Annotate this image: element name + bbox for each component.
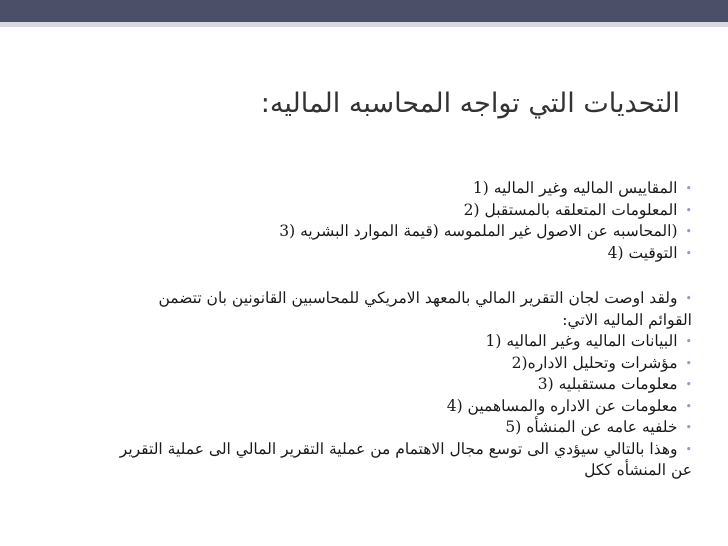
paragraph-text: ولقد اوصت لجان التقرير المالي بالمعهد الامريكي للمحاسبين القانونين بان تتضمن bbox=[158, 289, 678, 307]
bullet-icon: • bbox=[685, 399, 692, 413]
sub-list-item-text: مؤشرات وتحليل الاداره(2 bbox=[511, 353, 678, 372]
sub-list-item bbox=[48, 374, 692, 396]
bullet-icon: • bbox=[685, 356, 692, 370]
slide-top-stripe bbox=[0, 22, 728, 27]
list-item-text: (المحاسبه عن الاصول غير الملموسه (قيمة الموارد البشريه (3 bbox=[279, 222, 678, 240]
bullet-icon: • bbox=[685, 225, 692, 238]
paragraph-line: القوائم الماليه الاتي: bbox=[562, 310, 692, 329]
sub-list-item-text: معلومات مستقبليه (3 bbox=[537, 375, 678, 393]
bullet-icon: • bbox=[685, 246, 692, 260]
bullet-icon: • bbox=[685, 292, 692, 305]
slide-title: التحديات التي تواجه المحاسبه الماليه: bbox=[260, 88, 680, 119]
bullet-icon: • bbox=[685, 378, 692, 391]
bullet-icon: • bbox=[685, 442, 692, 456]
list-item bbox=[48, 221, 692, 243]
sub-list-item bbox=[48, 353, 692, 375]
sub-list-item-text: معلومات عن الاداره والمساهمين (4 bbox=[446, 396, 678, 415]
list-item bbox=[48, 178, 692, 200]
slide-content bbox=[48, 178, 692, 482]
sub-list-item bbox=[48, 417, 692, 439]
list-item-text: المعلومات المتعلقه بالمستقبل (2 bbox=[463, 200, 678, 219]
paragraph-line bbox=[48, 288, 692, 310]
bullet-icon: • bbox=[685, 335, 692, 348]
conclusion-line: عن المنشأه ككل bbox=[584, 461, 692, 479]
conclusion-text: وهذا بالتالي سيؤدي الى توسع مجال الاهتمام من عملية التقرير المالي الى عملية التقرير bbox=[119, 439, 678, 458]
list-item bbox=[48, 200, 692, 222]
sub-list-item bbox=[48, 396, 692, 418]
sub-list-item-text: خلفيه عامه عن المنشأه (5 bbox=[505, 418, 678, 436]
conclusion-line bbox=[48, 439, 692, 461]
spacer bbox=[48, 264, 692, 288]
bullet-icon: • bbox=[685, 182, 692, 195]
list-item bbox=[48, 243, 692, 265]
bullet-icon: • bbox=[685, 203, 692, 217]
list-item-text: المقاييس الماليه وغير الماليه (1 bbox=[472, 179, 678, 197]
sub-list-item bbox=[48, 331, 692, 353]
bullet-icon: • bbox=[685, 421, 692, 434]
list-item-text: التوقيت (4 bbox=[607, 243, 678, 262]
slide-top-bar bbox=[0, 0, 728, 22]
sub-list-item-text: البيانات الماليه وغير الماليه (1 bbox=[485, 332, 678, 350]
